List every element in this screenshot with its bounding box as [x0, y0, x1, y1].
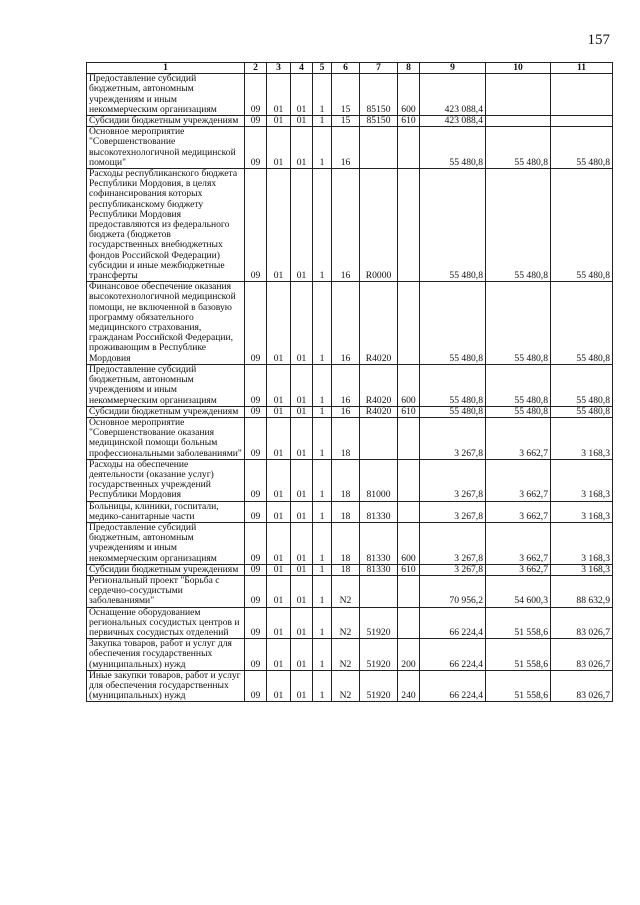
amount-cell: 3 267,8	[420, 417, 486, 459]
table-row	[87, 639, 613, 671]
code-cell: 01	[291, 364, 313, 406]
amount-cell: 70 956,2	[420, 575, 486, 607]
amount-cell: 55 480,8	[486, 169, 551, 282]
code-cell: 610	[398, 116, 420, 127]
code-cell: 01	[267, 116, 291, 127]
code-cell: 1	[313, 639, 332, 671]
code-cell: 01	[291, 459, 313, 501]
table-row	[87, 459, 613, 501]
column-header: 2	[245, 63, 267, 74]
code-cell: N2	[332, 607, 360, 639]
amount-cell: 3 168,3	[551, 501, 613, 522]
table-row	[87, 406, 613, 417]
amount-cell: 55 480,8	[486, 406, 551, 417]
code-cell: 1	[313, 169, 332, 282]
table-row	[87, 501, 613, 522]
code-cell	[360, 127, 398, 169]
table-row	[87, 670, 613, 702]
table-row	[87, 282, 613, 365]
code-cell: N2	[332, 670, 360, 702]
row-name-cell: Финансовое обеспечение оказания высокотехнологичной медицинской помощи, не включенной в базовую программу обязательного медицинского страхования, гражданам Российской Федерации, проживающим в Республике Мордовия	[87, 282, 245, 365]
column-header: 11	[551, 63, 613, 74]
budget-table	[86, 62, 613, 702]
code-cell: 85150	[360, 116, 398, 127]
column-header: 5	[313, 63, 332, 74]
amount-cell: 55 480,8	[551, 282, 613, 365]
code-cell: 610	[398, 564, 420, 575]
code-cell: 01	[291, 501, 313, 522]
row-name-cell: Предоставление субсидий бюджетным, автономным учреждениям и иным некоммерческим организациям	[87, 522, 245, 564]
amount-cell: 423 088,4	[420, 116, 486, 127]
amount-cell	[486, 74, 551, 116]
table-header-row	[87, 63, 613, 74]
code-cell: 01	[267, 501, 291, 522]
row-name-cell: Основное мероприятие "Совершенствование высокотехнологичной медицинской помощи"	[87, 127, 245, 169]
amount-cell: 55 480,8	[420, 406, 486, 417]
code-cell: 1	[313, 127, 332, 169]
code-cell: R0000	[360, 169, 398, 282]
code-cell: N2	[332, 639, 360, 671]
code-cell	[398, 282, 420, 365]
code-cell: 16	[332, 169, 360, 282]
row-name-cell: Субсидии бюджетным учреждениям	[87, 406, 245, 417]
amount-cell: 3 662,7	[486, 501, 551, 522]
code-cell: 240	[398, 670, 420, 702]
amount-cell: 55 480,8	[420, 364, 486, 406]
code-cell: 1	[313, 364, 332, 406]
row-name-cell: Субсидии бюджетным учреждениям	[87, 564, 245, 575]
table-row	[87, 116, 613, 127]
code-cell: 18	[332, 564, 360, 575]
amount-cell: 3 662,7	[486, 522, 551, 564]
code-cell: 01	[291, 127, 313, 169]
table-row	[87, 74, 613, 116]
row-name-cell: Основное мероприятие "Совершенствование оказания медицинской помощи больным профессиональными заболеваниями"	[87, 417, 245, 459]
code-cell: 18	[332, 459, 360, 501]
code-cell: 81330	[360, 501, 398, 522]
code-cell: 09	[245, 459, 267, 501]
code-cell: 01	[267, 639, 291, 671]
code-cell: 18	[332, 501, 360, 522]
amount-cell: 66 224,4	[420, 607, 486, 639]
code-cell: 09	[245, 282, 267, 365]
code-cell: 16	[332, 127, 360, 169]
code-cell: 01	[291, 169, 313, 282]
row-name-cell: Иные закупки товаров, работ и услуг для обеспечения государственных (муниципальных) нужд	[87, 670, 245, 702]
amount-cell: 55 480,8	[486, 364, 551, 406]
code-cell: 09	[245, 169, 267, 282]
code-cell: 81330	[360, 564, 398, 575]
column-header: 10	[486, 63, 551, 74]
code-cell: 1	[313, 74, 332, 116]
code-cell: 09	[245, 127, 267, 169]
code-cell: 09	[245, 417, 267, 459]
code-cell: 1	[313, 459, 332, 501]
amount-cell: 66 224,4	[420, 639, 486, 671]
code-cell	[360, 575, 398, 607]
code-cell: 01	[291, 575, 313, 607]
column-header: 7	[360, 63, 398, 74]
amount-cell: 51 558,6	[486, 639, 551, 671]
table-row	[87, 127, 613, 169]
code-cell: 01	[267, 74, 291, 116]
code-cell: 01	[267, 607, 291, 639]
code-cell: 01	[291, 417, 313, 459]
table-row	[87, 522, 613, 564]
amount-cell: 55 480,8	[486, 282, 551, 365]
amount-cell: 83 026,7	[551, 639, 613, 671]
code-cell	[398, 607, 420, 639]
amount-cell	[551, 74, 613, 116]
code-cell: 1	[313, 417, 332, 459]
code-cell: 09	[245, 575, 267, 607]
code-cell: 01	[267, 670, 291, 702]
code-cell: 01	[267, 522, 291, 564]
code-cell: R4020	[360, 282, 398, 365]
page-number: 157	[587, 32, 610, 48]
code-cell: 01	[291, 116, 313, 127]
code-cell: 600	[398, 364, 420, 406]
code-cell: 09	[245, 501, 267, 522]
amount-cell: 55 480,8	[420, 127, 486, 169]
amount-cell: 54 600,3	[486, 575, 551, 607]
amount-cell: 423 088,4	[420, 74, 486, 116]
code-cell: N2	[332, 575, 360, 607]
amount-cell	[551, 116, 613, 127]
column-header: 4	[291, 63, 313, 74]
code-cell: 09	[245, 670, 267, 702]
row-name-cell: Закупка товаров, работ и услуг для обеспечения государственных (муниципальных) нужд	[87, 639, 245, 671]
code-cell: 01	[267, 364, 291, 406]
code-cell: 85150	[360, 74, 398, 116]
code-cell	[398, 501, 420, 522]
code-cell	[398, 127, 420, 169]
amount-cell: 88 632,9	[551, 575, 613, 607]
code-cell: 09	[245, 116, 267, 127]
column-header: 9	[420, 63, 486, 74]
amount-cell: 3 662,7	[486, 459, 551, 501]
row-name-cell: Расходы на обеспечение деятельности (оказание услуг) государственных учреждений Республики Мордовия	[87, 459, 245, 501]
code-cell: 16	[332, 406, 360, 417]
amount-cell: 55 480,8	[551, 364, 613, 406]
amount-cell: 51 558,6	[486, 670, 551, 702]
code-cell: 09	[245, 639, 267, 671]
code-cell	[360, 417, 398, 459]
table-row	[87, 575, 613, 607]
table-row	[87, 169, 613, 282]
amount-cell: 3 267,8	[420, 564, 486, 575]
code-cell: 1	[313, 607, 332, 639]
row-name-cell: Региональный проект "Борьба с сердечно-сосудистыми заболеваниями"	[87, 575, 245, 607]
table-row	[87, 364, 613, 406]
code-cell: 01	[267, 169, 291, 282]
code-cell: 1	[313, 501, 332, 522]
row-name-cell: Предоставление субсидий бюджетным, автономным учреждениям и иным некоммерческим организациям	[87, 364, 245, 406]
code-cell: 200	[398, 639, 420, 671]
code-cell: 1	[313, 670, 332, 702]
amount-cell: 55 480,8	[420, 282, 486, 365]
amount-cell: 3 267,8	[420, 459, 486, 501]
code-cell: 1	[313, 282, 332, 365]
row-name-cell: Оснащение оборудованием региональных сосудистых центров и первичных сосудистых отделений	[87, 607, 245, 639]
code-cell: 81000	[360, 459, 398, 501]
code-cell: 610	[398, 406, 420, 417]
amount-cell: 3 168,3	[551, 522, 613, 564]
code-cell: 09	[245, 406, 267, 417]
column-header: 3	[267, 63, 291, 74]
amount-cell: 3 267,8	[420, 522, 486, 564]
code-cell: 1	[313, 575, 332, 607]
code-cell: R4020	[360, 406, 398, 417]
code-cell: 1	[313, 564, 332, 575]
code-cell: 09	[245, 522, 267, 564]
code-cell: 18	[332, 522, 360, 564]
amount-cell: 55 480,8	[551, 127, 613, 169]
code-cell: 01	[291, 639, 313, 671]
amount-cell: 3 168,3	[551, 417, 613, 459]
amount-cell: 83 026,7	[551, 670, 613, 702]
code-cell: 16	[332, 364, 360, 406]
amount-cell: 3 168,3	[551, 459, 613, 501]
code-cell: 51920	[360, 607, 398, 639]
code-cell: 16	[332, 282, 360, 365]
code-cell: 01	[267, 282, 291, 365]
code-cell: 09	[245, 74, 267, 116]
amount-cell: 55 480,8	[486, 127, 551, 169]
code-cell: 01	[291, 607, 313, 639]
row-name-cell: Субсидии бюджетным учреждениям	[87, 116, 245, 127]
code-cell: 600	[398, 522, 420, 564]
amount-cell: 55 480,8	[551, 169, 613, 282]
amount-cell: 3 662,7	[486, 564, 551, 575]
code-cell: R4020	[360, 364, 398, 406]
code-cell: 81330	[360, 522, 398, 564]
code-cell: 01	[291, 564, 313, 575]
code-cell: 09	[245, 564, 267, 575]
code-cell: 09	[245, 607, 267, 639]
amount-cell: 51 558,6	[486, 607, 551, 639]
code-cell: 09	[245, 364, 267, 406]
row-name-cell: Больницы, клиники, госпитали, медико-санитарные части	[87, 501, 245, 522]
amount-cell: 3 662,7	[486, 417, 551, 459]
code-cell: 01	[291, 522, 313, 564]
column-header: 6	[332, 63, 360, 74]
code-cell: 15	[332, 116, 360, 127]
code-cell: 01	[291, 406, 313, 417]
code-cell: 1	[313, 522, 332, 564]
code-cell: 51920	[360, 639, 398, 671]
code-cell	[398, 417, 420, 459]
code-cell: 01	[267, 406, 291, 417]
column-header: 1	[87, 63, 245, 74]
code-cell: 01	[267, 417, 291, 459]
table-row	[87, 607, 613, 639]
code-cell	[398, 169, 420, 282]
code-cell: 01	[267, 459, 291, 501]
code-cell: 600	[398, 74, 420, 116]
code-cell: 01	[291, 282, 313, 365]
code-cell: 1	[313, 406, 332, 417]
code-cell	[398, 459, 420, 501]
code-cell: 51920	[360, 670, 398, 702]
amount-cell: 55 480,8	[420, 169, 486, 282]
row-name-cell: Предоставление субсидий бюджетным, автономным учреждениям и иным некоммерческим организациям	[87, 74, 245, 116]
amount-cell: 83 026,7	[551, 607, 613, 639]
amount-cell: 3 168,3	[551, 564, 613, 575]
code-cell: 1	[313, 116, 332, 127]
code-cell: 15	[332, 74, 360, 116]
code-cell: 01	[267, 564, 291, 575]
code-cell: 01	[291, 74, 313, 116]
column-header: 8	[398, 63, 420, 74]
row-name-cell: Расходы республиканского бюджета Республики Мордовия, в целях софинансирования которых республиканскому бюджету Республики Мордовия предоставляются из федерального бюджета (бюджетов государственных внебюджетных фондов Российской Федерации) субсидии и иные межбюджетные трансферты	[87, 169, 245, 282]
table-row	[87, 417, 613, 459]
amount-cell	[486, 116, 551, 127]
code-cell: 01	[267, 575, 291, 607]
table-row	[87, 564, 613, 575]
code-cell: 18	[332, 417, 360, 459]
amount-cell: 66 224,4	[420, 670, 486, 702]
amount-cell: 3 267,8	[420, 501, 486, 522]
code-cell: 01	[267, 127, 291, 169]
code-cell	[398, 575, 420, 607]
amount-cell: 55 480,8	[551, 406, 613, 417]
code-cell: 01	[291, 670, 313, 702]
